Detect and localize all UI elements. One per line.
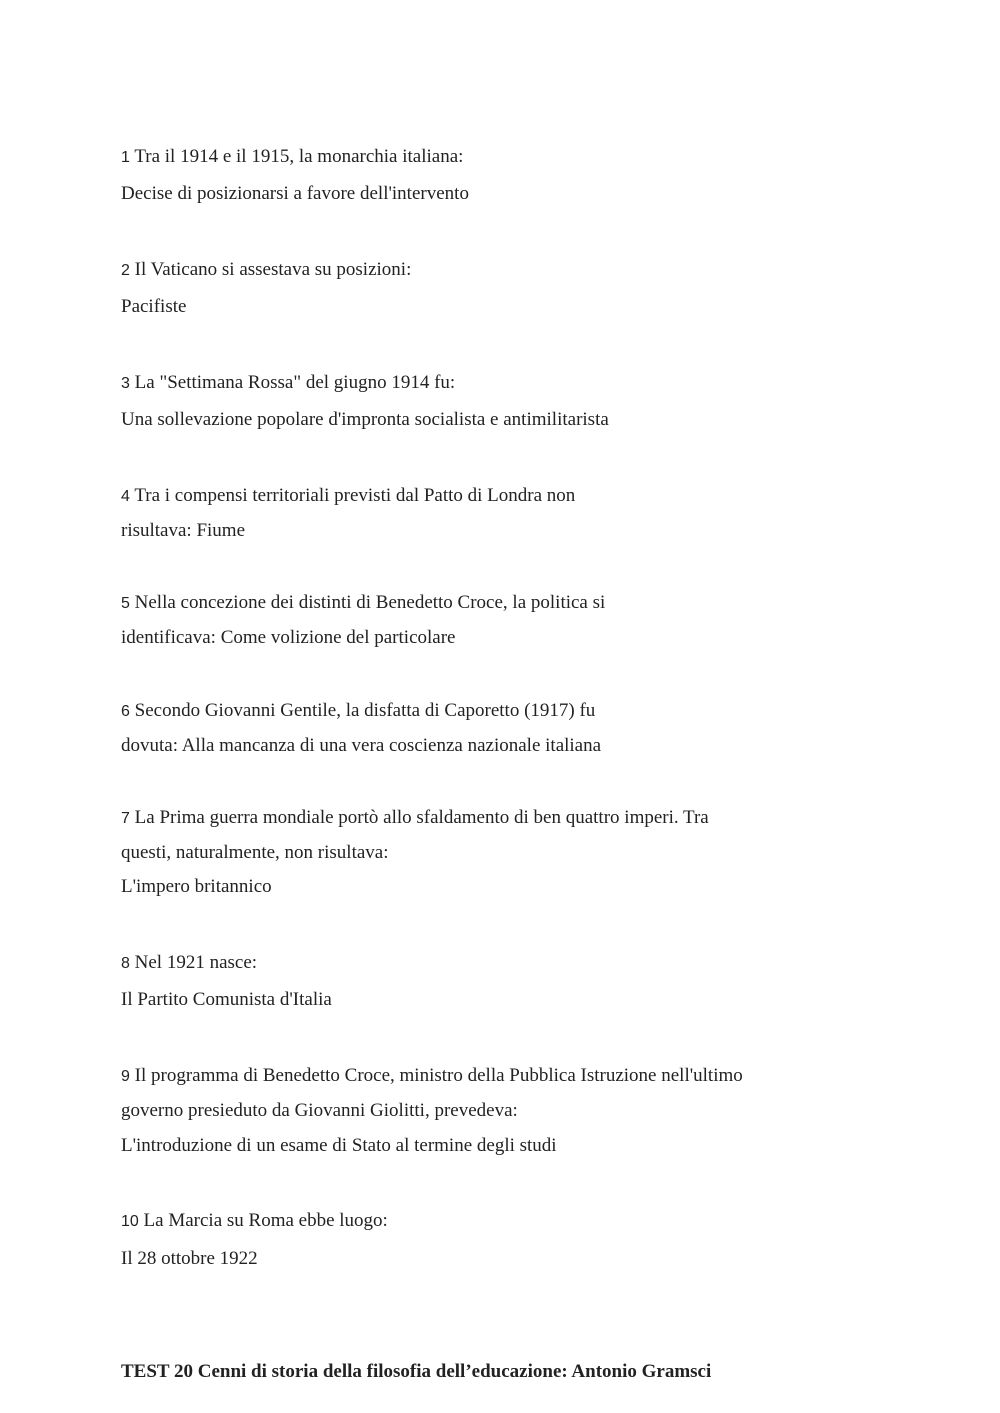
answer-2: Pacifiste xyxy=(121,296,187,317)
question-number: 9 xyxy=(121,1068,130,1085)
question-text: Il programma di Benedetto Croce, ministro della Pubblica Istruzione nell'ultimo xyxy=(134,1065,743,1086)
question-text: Nel 1921 nasce: xyxy=(134,952,258,973)
answer-6: dovuta: Alla mancanza di una vera coscienza nazionale italiana xyxy=(121,735,602,756)
question-9-continued: governo presieduto da Giovanni Giolitti, prevedeva: xyxy=(121,1100,518,1121)
question-number: 3 xyxy=(121,375,130,392)
question-text: Tra il 1914 e il 1915, la monarchia italiana: xyxy=(134,146,464,167)
question-number: 10 xyxy=(121,1213,139,1230)
answer-8: Il Partito Comunista d'Italia xyxy=(121,989,332,1010)
question-text: Secondo Giovanni Gentile, la disfatta di Caporetto (1917) fu xyxy=(134,700,596,721)
question-text: Il Vaticano si assestava su posizioni: xyxy=(134,259,412,280)
answer-4: risultava: Fiume xyxy=(121,520,246,541)
question-10 xyxy=(121,1209,388,1234)
question-number: 1 xyxy=(121,149,130,166)
question-number: 4 xyxy=(121,488,130,505)
answer-7: L'impero britannico xyxy=(121,876,272,897)
question-8 xyxy=(121,951,257,976)
question-number: 7 xyxy=(121,810,130,827)
question-9 xyxy=(121,1064,743,1089)
question-7 xyxy=(121,806,709,831)
question-text: La Prima guerra mondiale portò allo sfaldamento di ben quattro imperi. Tra xyxy=(134,807,709,828)
question-text: La "Settimana Rossa" del giugno 1914 fu: xyxy=(134,372,456,393)
question-5 xyxy=(121,591,605,616)
question-number: 8 xyxy=(121,955,130,972)
question-3 xyxy=(121,371,455,396)
answer-1: Decise di posizionarsi a favore dell'intervento xyxy=(121,183,469,204)
answer-3: Una sollevazione popolare d'impronta socialista e antimilitarista xyxy=(121,409,609,430)
question-text: Nella concezione dei distinti di Benedetto Croce, la politica si xyxy=(134,592,606,613)
question-number: 6 xyxy=(121,703,130,720)
question-2 xyxy=(121,258,411,283)
question-6 xyxy=(121,699,595,724)
answer-9: L'introduzione di un esame di Stato al termine degli studi xyxy=(121,1135,557,1156)
question-number: 5 xyxy=(121,595,130,612)
answer-5: identificava: Come volizione del particolare xyxy=(121,627,456,648)
section-heading: TEST 20 Cenni di storia della filosofia dell’educazione: Antonio Gramsci xyxy=(121,1361,712,1382)
question-7-continued: questi, naturalmente, non risultava: xyxy=(121,842,389,863)
question-4 xyxy=(121,484,575,509)
answer-10: Il 28 ottobre 1922 xyxy=(121,1248,258,1269)
question-number: 2 xyxy=(121,262,130,279)
question-text: La Marcia su Roma ebbe luogo: xyxy=(143,1210,388,1231)
question-text: Tra i compensi territoriali previsti dal Patto di Londra non xyxy=(134,485,576,506)
question-1 xyxy=(121,145,463,170)
